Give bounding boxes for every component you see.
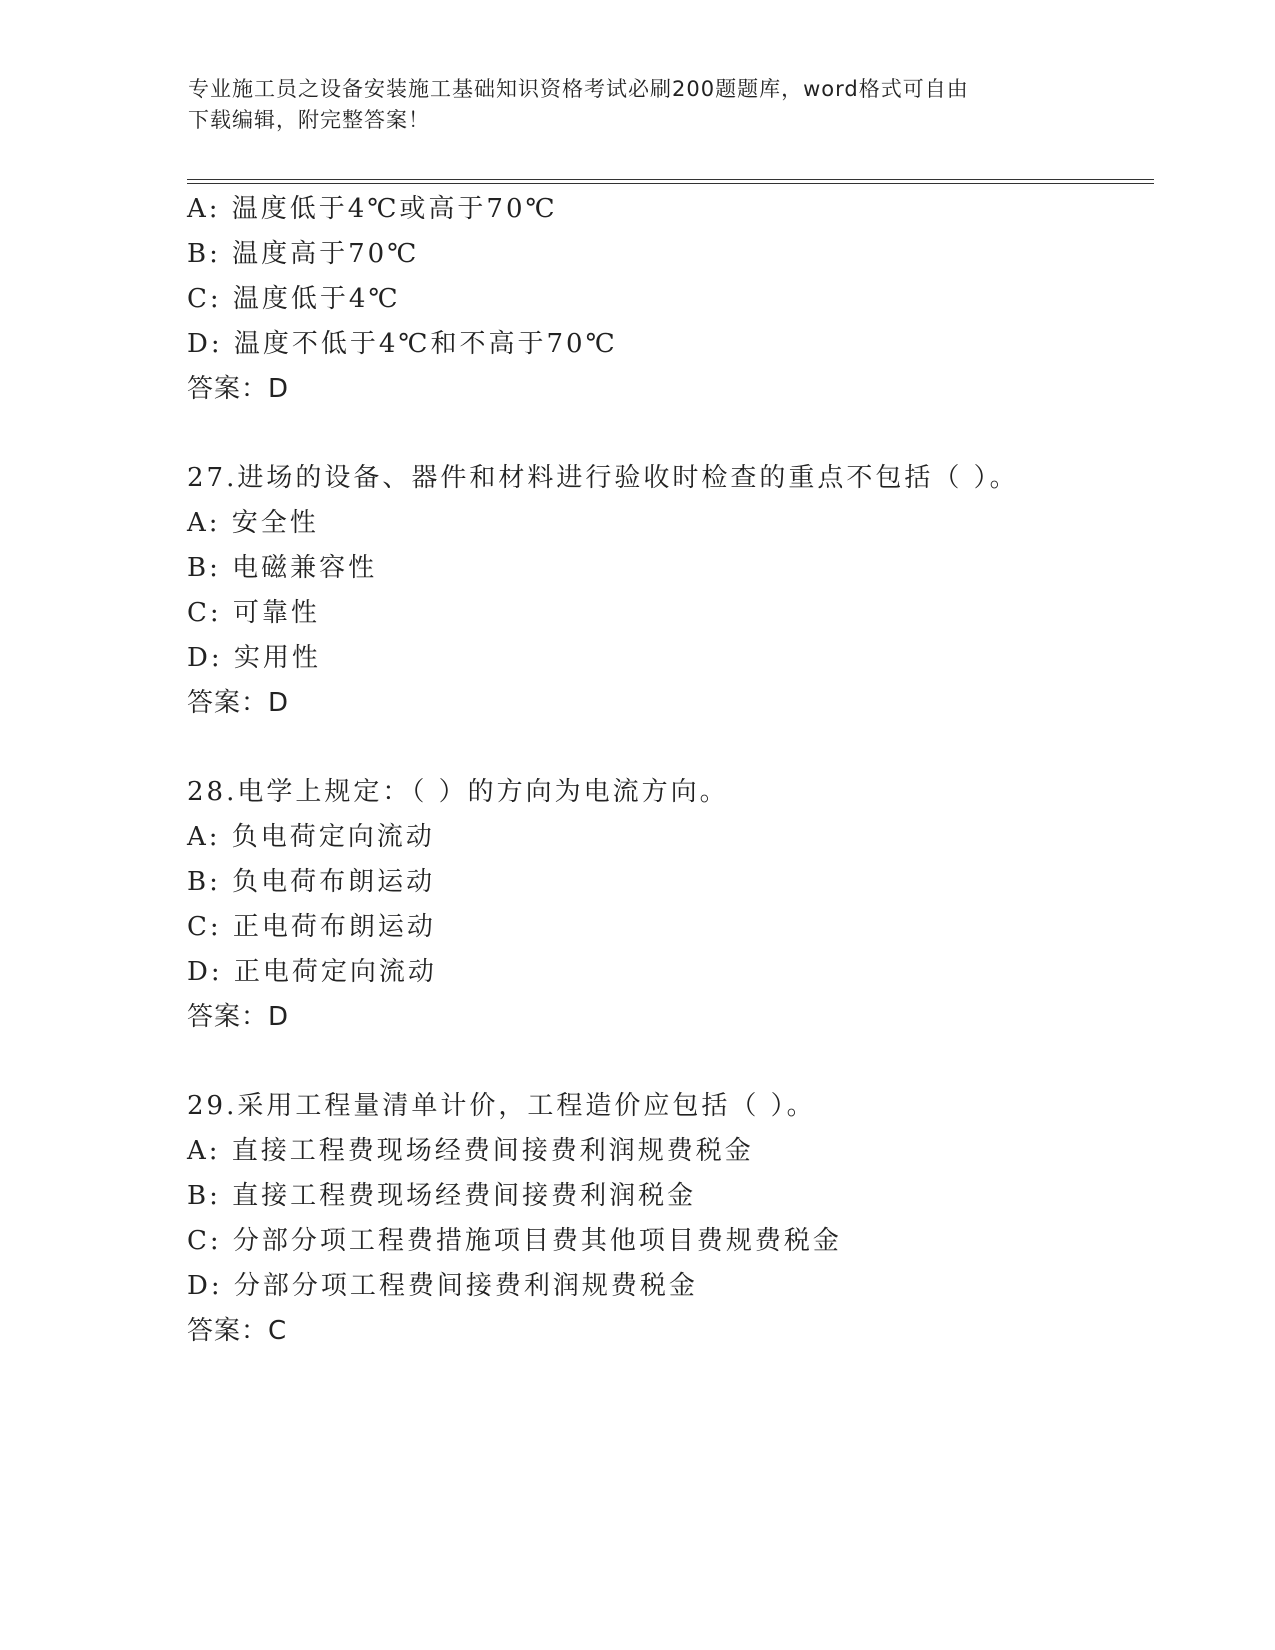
option-a: A: 直接工程费现场经费间接费利润规费税金	[187, 1136, 754, 1166]
question-stem: 29.采用工程量清单计价，工程造价应包括（ ）。	[187, 1091, 816, 1121]
question-stem: 27.进场的设备、器件和材料进行验收时检查的重点不包括（ ）。	[187, 463, 1019, 493]
document-header	[188, 74, 1088, 136]
option-a: A: 温度低于4℃或高于70℃	[187, 194, 558, 224]
option-b: B: 直接工程费现场经费间接费利润税金	[187, 1181, 697, 1211]
header-line-1: 专业施工员之设备安装施工基础知识资格考试必刷200题题库，word格式可自由	[188, 77, 969, 101]
header-line-2: 下载编辑，附完整答案！	[188, 108, 430, 132]
option-d: D: 实用性	[187, 643, 321, 673]
answer: 答案：D	[187, 688, 290, 718]
question-stem: 28.电学上规定：（ ）的方向为电流方向。	[187, 777, 729, 807]
option-c: C: 可靠性	[187, 598, 320, 628]
header-divider-bottom	[187, 183, 1154, 184]
option-a: A: 负电荷定向流动	[187, 822, 435, 852]
option-c: C: 正电荷布朗运动	[187, 912, 436, 942]
answer: 答案：D	[187, 374, 290, 404]
answer: 答案：D	[187, 1002, 290, 1032]
option-d: D: 正电荷定向流动	[187, 957, 437, 987]
header-divider-top	[187, 179, 1154, 180]
option-c: C: 温度低于4℃	[187, 284, 401, 314]
option-b: B: 电磁兼容性	[187, 553, 378, 583]
option-b: B: 温度高于70℃	[187, 239, 420, 269]
option-c: C: 分部分项工程费措施项目费其他项目费规费税金	[187, 1226, 842, 1256]
option-d: D: 分部分项工程费间接费利润规费税金	[187, 1271, 698, 1301]
option-b: B: 负电荷布朗运动	[187, 867, 436, 897]
option-d: D: 温度不低于4℃和不高于70℃	[187, 329, 618, 359]
answer: 答案：C	[187, 1316, 288, 1346]
option-a: A: 安全性	[187, 508, 319, 538]
